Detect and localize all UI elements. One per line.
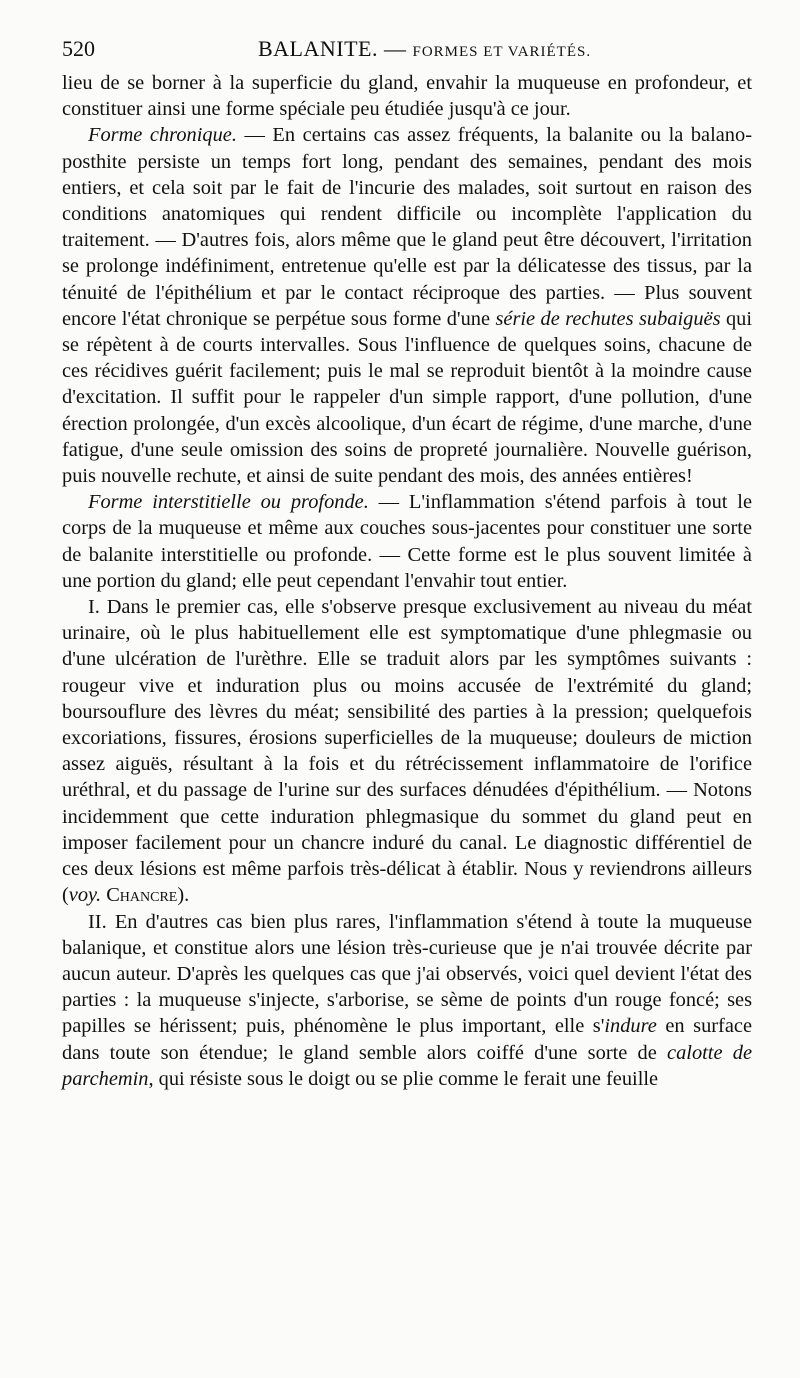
paragraph-text: II. En d'autres cas bien plus rares, l'inflammation s'étend à toute la muqueuse balanique, et constitue alors une lésion très-curieuse que je n'ai trouvée décrite par aucun auteur. D'après les quelques cas que j'ai observés, voici quel devient l'état des parties : la muqueuse s'injecte, s'arborise, se sème de points d'un rouge foncé; ses papilles se hérissent; puis, phénomène le plus important, elle s' [62, 910, 752, 1038]
paragraph-text: , qui résiste sous le doigt ou se plie comme le ferait une feuille [148, 1067, 659, 1090]
paragraph-text: ). [177, 884, 190, 907]
section-heading-chronique: Forme chronique. [88, 124, 237, 147]
paragraph-case-two [62, 909, 752, 1092]
italic-term: indure [604, 1015, 657, 1038]
section-heading-interstitielle: Forme interstitielle ou profonde. [88, 491, 369, 514]
paragraph-forme-interstitielle [62, 489, 752, 594]
paragraph-text: I. Dans le premier cas, elle s'observe presque exclusivement au niveau du méat urinaire, où le plus habituellement elle est symptomatique d'une phlegmasie ou d'une ulcération de l'urèthre. Elle se traduit alors par les symptômes suivants : rougeur vive et induration plus ou moins accusée de l'extrémité du gland; boursouflure des lèvres du méat; sensibilité des parties à la pression; quelquefois excoriations, fissures, érosions superficielles de la muqueuse; douleurs de miction assez aiguës, résultant à la fois et du rétrécissement inflammatoire de l'orifice uréthral, et du passage de l'urine sur des surfaces dénudées d'épithélium. — Notons incidemment que cette induration phlegmasique du sommet du gland peut en imposer facilement pour un chancre induré du canal. Le diagnostic différentiel de ces deux lésions est même parfois très-délicat à établir. Nous y reviendrons ailleurs ( [62, 596, 752, 907]
italic-reference: voy. [68, 884, 102, 907]
paragraph-continuation [62, 70, 752, 122]
running-header [62, 36, 752, 66]
paragraph-text: lieu de se borner à la superficie du gland, envahir la muqueuse en profondeur, et constituer ainsi une forme spéciale peu étudiée jusqu'à ce jour. [62, 72, 752, 121]
title-dash: — [383, 36, 407, 61]
body-text [62, 70, 752, 1092]
section-subtitle: FORMES ET VARIÉTÉS. [412, 44, 592, 60]
chapter-title: BALANITE. [258, 36, 378, 61]
running-title [258, 36, 591, 62]
italic-term: calotte de parchemin [62, 1041, 752, 1090]
paragraph-text: qui se répètent à de courts intervalles. Sous l'influence de quelques soins, chacune de ces récidives guérit facilement; puis le mal se reproduit bientôt à la moindre cause d'excitation. Il suffit pour le rappeler d'un simple rapport, d'une pollution, d'une érection prolongée, d'un excès alcoolique, d'un écart de régime, d'une marche, d'une fatigue, d'une seule omission des soins de propreté journalière. Nouvelle guérison, puis nouvelle rechute, et ainsi de suite pendant des mois, des années entières! [62, 307, 752, 488]
paragraph-text: — L'inflammation s'étend parfois à tout le corps de la muqueuse et même aux couches sous-jacentes pour constituer une sorte de balanite interstitielle ou profonde. — Cette forme est le plus souvent limitée à une portion du gland; elle peut cependant l'envahir tout entier. [62, 491, 752, 592]
paragraph-case-one [62, 594, 752, 908]
cross-reference: Chancre [106, 884, 178, 907]
paragraph-forme-chronique [62, 122, 752, 489]
paragraph-text: en surface dans toute son étendue; le gland semble alors coiffé d'une sorte de [62, 1015, 752, 1064]
page-number: 520 [62, 36, 95, 61]
italic-term: série de rechutes subaiguës [495, 307, 721, 330]
paragraph-text: — En certains cas assez fréquents, la balanite ou la balano-posthite persiste un temps fort long, pendant des semaines, pendant des mois entiers, et cela soit par le fait de l'incurie des malades, soit surtout en raison des conditions anatomiques qui rendent difficile ou incomplète l'application du traitement. — D'autres fois, alors même que le gland peut être découvert, l'irritation se prolonge indéfiniment, entretenue qu'elle est par la délicatesse des tissus, par la ténuité de l'épithélium et par le contact réciproque des parties. — Plus souvent encore l'état chronique se perpétue sous forme d'une [62, 124, 752, 330]
